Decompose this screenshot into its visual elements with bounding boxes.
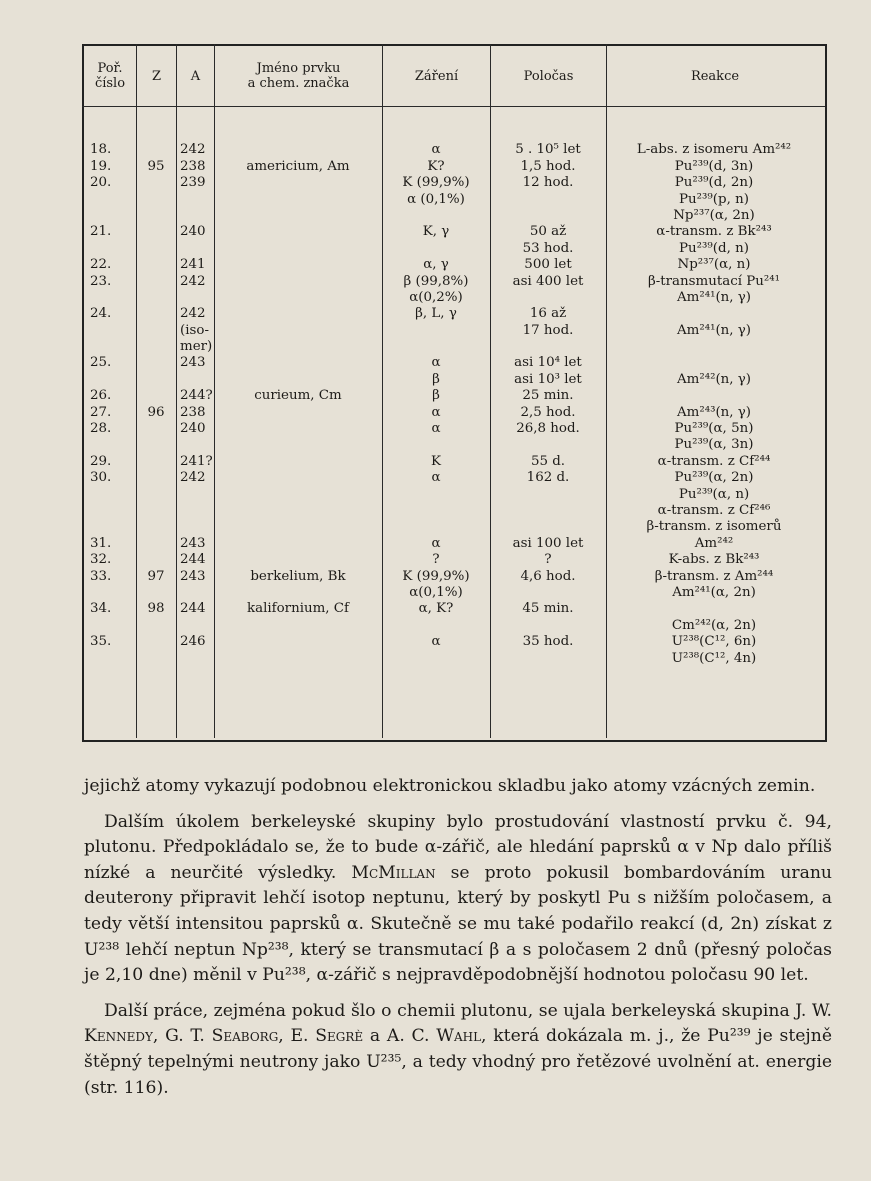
table-cell: K	[430, 453, 441, 469]
table-cell: Am²⁴³(n, γ)	[676, 404, 752, 420]
table-cell: 20.	[90, 175, 112, 191]
table-cell: U²³⁸(C¹², 6n)	[671, 634, 757, 650]
table-cell	[140, 306, 172, 322]
column-halflife	[492, 126, 604, 651]
table-cell	[218, 454, 378, 470]
author-name: McMillan	[351, 862, 436, 883]
table-cell	[218, 503, 378, 519]
table-cell	[492, 618, 604, 634]
table-cell: berkelium, Bk	[250, 568, 346, 584]
table-cell: α-transm. z Cf²⁴⁶	[657, 502, 771, 518]
table-cell: 244?	[180, 388, 213, 404]
table-cell: curieum, Cm	[254, 388, 342, 404]
header-halflife: Poločas	[523, 68, 574, 84]
table-cell: 53 hod.	[522, 240, 574, 256]
table-cell	[608, 355, 820, 371]
table-cell	[608, 339, 820, 355]
table-cell	[90, 437, 132, 453]
table-cell	[608, 126, 820, 142]
table-cell: 246	[180, 634, 206, 650]
text-run: Další práce, zejména pokud šlo o chemii plutonu, se ujala berkeleyská skupina J. W.	[104, 1000, 832, 1021]
table-cell: 31.	[90, 535, 112, 551]
table-cell	[140, 274, 172, 290]
table-cell: α-transm. z Bk²⁴³	[656, 224, 772, 240]
table-cell	[218, 175, 378, 191]
table-cell: asi 10⁴ let	[514, 355, 582, 371]
paragraph-3	[84, 999, 832, 1101]
table-cell: 244	[180, 552, 206, 568]
table-cell: α-transm. z Cf²⁴⁴	[657, 453, 771, 469]
table-cell: β (99,8%)	[403, 273, 469, 289]
table-cell: Pu²³⁹(α, 2n)	[674, 470, 754, 486]
table-cell: K?	[427, 158, 445, 174]
table-cell: Pu²³⁹(α, 5n)	[674, 421, 754, 437]
table-cell	[384, 519, 488, 535]
column-reaction	[608, 126, 820, 667]
table-cell	[218, 142, 378, 158]
table-cell	[140, 454, 172, 470]
table-cell: 22.	[90, 257, 112, 273]
header-radiation: Záření	[414, 68, 459, 84]
table-cell	[608, 601, 820, 617]
table-cell	[218, 257, 378, 273]
table-cell	[218, 405, 378, 421]
table-cell: 242	[180, 273, 206, 289]
table-cell	[140, 437, 172, 453]
table-cell: 55 d.	[530, 453, 566, 469]
table-cell	[608, 306, 820, 322]
table-cell	[492, 503, 604, 519]
table-cell	[384, 437, 488, 453]
table-cell: 25 min.	[522, 388, 574, 404]
table-cell: 30.	[90, 470, 112, 486]
table-rule	[176, 44, 177, 738]
table-cell: 26,8 hod.	[516, 421, 580, 437]
table-cell	[218, 274, 378, 290]
table-rule	[490, 44, 491, 738]
table-cell	[140, 224, 172, 240]
table-cell: 25.	[90, 355, 112, 371]
table-cell: 240	[180, 421, 206, 437]
table-cell	[384, 487, 488, 503]
table-cell: mer)	[180, 339, 213, 355]
table-cell: K (99,9%)	[402, 568, 470, 584]
table-cell: K-abs. z Bk²⁴³	[668, 552, 760, 568]
table-cell: 32.	[90, 552, 112, 568]
table-cell	[140, 552, 172, 568]
table-cell	[492, 519, 604, 535]
table-cell: 243	[180, 535, 206, 551]
table-cell	[492, 339, 604, 355]
paragraph-1: jejichž atomy vykazují podobnou elektronickou skladbu jako atomy vzácných zemin.	[84, 776, 816, 796]
table-cell	[140, 175, 172, 191]
table-cell: 23.	[90, 273, 112, 289]
table-cell: asi 100 let	[512, 535, 584, 551]
table-cell: 28.	[90, 421, 112, 437]
table-cell	[90, 487, 132, 503]
table-cell: α	[431, 470, 441, 486]
table-cell: asi 10³ let	[514, 371, 582, 387]
table-cell	[140, 339, 172, 355]
table-cell	[90, 241, 132, 257]
table-cell	[492, 585, 604, 601]
table-cell	[384, 208, 488, 224]
table-cell	[218, 487, 378, 503]
table-cell: Np²³⁷(α, 2n)	[673, 207, 755, 223]
table-cell: 35.	[90, 634, 112, 650]
table-cell	[140, 388, 172, 404]
table-cell	[384, 323, 488, 339]
table-cell: α	[431, 634, 441, 650]
text-run: a A. C.	[363, 1026, 437, 1047]
table-cell: 17 hod.	[522, 322, 574, 338]
table-cell	[140, 142, 172, 158]
table-cell	[492, 437, 604, 453]
table-cell: α, γ	[423, 257, 449, 273]
table-cell: 26.	[90, 388, 112, 404]
table-cell: 16 až	[529, 306, 567, 322]
table-cell: 242	[180, 470, 206, 486]
table-cell: americium, Am	[246, 158, 350, 174]
table-cell	[384, 618, 488, 634]
table-cell: Pu²³⁹(p, n)	[679, 191, 749, 207]
table-cell	[384, 339, 488, 355]
table-cell: Am²⁴²(n, γ)	[676, 371, 752, 387]
table-cell: β	[432, 388, 440, 404]
author-name: Wahl	[436, 1026, 482, 1047]
table-cell: 2,5 hod.	[520, 404, 576, 420]
header-reaction: Reakce	[690, 68, 740, 84]
author-name: Kennedy	[84, 1026, 153, 1047]
table-cell: β-transm. z isomerů	[646, 519, 782, 535]
table-rule	[606, 44, 607, 738]
table-header-rule	[82, 106, 825, 107]
table-cell: β	[432, 371, 440, 387]
table-cell: α, K?	[418, 601, 454, 617]
table-rule	[382, 44, 383, 738]
table-cell: 5 . 10⁵ let	[515, 142, 581, 158]
table-cell: α(0,2%)	[409, 289, 463, 305]
table-cell	[140, 536, 172, 552]
table-cell	[140, 618, 172, 634]
table-cell	[218, 323, 378, 339]
author-name: Segrè	[315, 1026, 364, 1047]
table-cell: kalifornium, Cf	[246, 601, 350, 617]
table-cell	[140, 290, 172, 306]
table-cell	[384, 126, 488, 142]
table-cell	[140, 126, 172, 142]
table-cell: 96	[147, 404, 165, 420]
table-cell	[492, 487, 604, 503]
table-cell	[90, 503, 132, 519]
table-cell	[140, 634, 172, 650]
table-cell: α	[431, 142, 441, 158]
table-cell	[218, 290, 378, 306]
table-cell: ?	[544, 552, 552, 568]
table-cell: α	[431, 404, 441, 420]
header-num: Poř. číslo	[94, 61, 126, 91]
column-radiation	[384, 126, 488, 651]
table-cell: Cm²⁴²(α, 2n)	[671, 617, 757, 633]
header-z: Z	[151, 68, 162, 84]
body-text	[84, 774, 832, 1101]
table-cell: Pu²³⁹(d, n)	[679, 240, 749, 256]
table-cell	[218, 421, 378, 437]
table-cell: 243	[180, 355, 206, 371]
table-cell: α (0,1%)	[407, 191, 465, 207]
text-run: , E.	[278, 1026, 316, 1047]
table-cell: Am²⁴¹(n, γ)	[676, 289, 752, 305]
table-cell: α(0,1%)	[409, 584, 463, 600]
table-cell: α	[431, 355, 441, 371]
table-cell	[140, 355, 172, 371]
table-cell: 243	[180, 568, 206, 584]
table-cell	[90, 208, 132, 224]
table-cell: L-abs. z isomeru Am²⁴²	[636, 142, 792, 158]
table-cell: α	[431, 535, 441, 551]
table-cell: 241	[180, 257, 206, 273]
table-cell	[140, 503, 172, 519]
table-cell	[90, 372, 132, 388]
table-cell: 18.	[90, 142, 112, 158]
table-cell	[90, 618, 132, 634]
table-cell: 19.	[90, 158, 112, 174]
table-cell	[218, 355, 378, 371]
table-cell	[608, 388, 820, 404]
author-name: Seaborg	[211, 1026, 279, 1047]
header-a: A	[190, 68, 201, 84]
table-cell	[384, 503, 488, 519]
table-cell	[140, 323, 172, 339]
table-cell	[90, 192, 132, 208]
table-cell	[90, 290, 132, 306]
table-cell: 238	[180, 404, 206, 420]
table-cell	[218, 618, 378, 634]
table-cell: (iso-	[180, 322, 209, 338]
table-cell: Pu²³⁹(d, 3n)	[674, 158, 754, 174]
table-cell	[218, 585, 378, 601]
table-cell: Pu²³⁹(α, n)	[678, 486, 750, 502]
table-cell: 500 let	[524, 257, 572, 273]
table-cell: 242	[180, 306, 206, 322]
table-cell: Pu²³⁹(α, 3n)	[674, 437, 754, 453]
table-cell	[218, 224, 378, 240]
table-cell	[492, 290, 604, 306]
table-cell	[140, 192, 172, 208]
table-cell: 242	[180, 142, 206, 158]
table-cell: 50 až	[529, 224, 567, 240]
table-cell: Am²⁴¹(n, γ)	[676, 322, 752, 338]
table-cell	[140, 487, 172, 503]
table-cell	[492, 208, 604, 224]
table-cell	[90, 519, 132, 535]
table-cell	[384, 241, 488, 257]
table-cell	[218, 470, 378, 486]
table-cell	[218, 306, 378, 322]
table-cell	[140, 585, 172, 601]
header-name: Jméno prvku a chem. značka	[247, 61, 350, 91]
table-cell	[218, 536, 378, 552]
table-cell: β-transm. z Am²⁴⁴	[654, 568, 774, 584]
table-cell	[140, 208, 172, 224]
table-cell	[140, 372, 172, 388]
text-run: , která dokázala m. j., že Pu²³⁹ je stejně štěpný tepelnými neutrony jako U²³⁵, a tedy vhodný pro řetězové uvolnění at. energie (str. 116).	[84, 1026, 832, 1098]
table-cell: K, γ	[422, 224, 450, 240]
table-cell: 12 hod.	[522, 175, 574, 191]
table-cell: K (99,9%)	[402, 175, 470, 191]
table-cell: 238	[180, 158, 206, 174]
table-cell: β, L, γ	[415, 306, 457, 322]
table-cell	[218, 126, 378, 142]
table-cell	[218, 519, 378, 535]
table-cell	[140, 470, 172, 486]
text-run: se proto pokusil bombardováním uranu deuterony připravit lehčí isotop neptunu, který by poskytl Pu s nižším poločasem, a tedy větší intensitou paprsků α. Skutečně se mu také podařilo reakcí (d, 2n) získat z U²³⁸ lehčí neptun Np²³⁸, který se transmutací β a s poločasem 2 dnů (přesný poločas je 2,10 dne) měnil v Pu²³⁸, α-zářič s nejpravděpodobnější hodnotou poločasu 90 let.	[84, 862, 832, 986]
table-cell: 4,6 hod.	[520, 568, 576, 584]
table-cell: 241?	[180, 453, 213, 469]
table-cell	[140, 241, 172, 257]
table-cell	[218, 437, 378, 453]
table-cell: 244	[180, 601, 206, 617]
table-cell	[218, 339, 378, 355]
text-run: , G. T.	[152, 1026, 212, 1047]
table-cell: 34.	[90, 601, 112, 617]
table-cell: 240	[180, 224, 206, 240]
table-cell	[90, 339, 132, 355]
paragraph-2	[84, 810, 832, 989]
column-number	[90, 126, 132, 651]
table-cell	[492, 126, 604, 142]
table-cell: 97	[147, 568, 165, 584]
table-cell: 162 d.	[526, 470, 570, 486]
table-cell	[140, 421, 172, 437]
table-cell	[218, 192, 378, 208]
table-cell: β-transmutací Pu²⁴¹	[648, 273, 780, 289]
table-cell: 35 hod.	[522, 634, 574, 650]
table-cell	[218, 208, 378, 224]
table-cell: 1,5 hod.	[520, 158, 576, 174]
table-cell	[218, 372, 378, 388]
table-rule	[136, 44, 137, 738]
table-cell	[140, 519, 172, 535]
table-cell	[90, 585, 132, 601]
text-run: Dalším úkolem berkeleyské skupiny bylo prostudování vlastností prvku č. 94, plutonu. Předpokládalo se, že to bude α-zářič, ale hledání paprsků α v Np dalo příliš nízké a neurčité výsledky.	[84, 811, 832, 883]
table-cell: Am²⁴¹(α, 2n)	[672, 584, 756, 600]
table-cell: 45 min.	[522, 601, 574, 617]
table-cell: 24.	[90, 306, 112, 322]
table-cell: 95	[147, 158, 165, 174]
table-cell: asi 400 let	[512, 273, 584, 289]
table-cell: 33.	[90, 568, 112, 584]
table-cell	[140, 257, 172, 273]
table-cell: ?	[432, 552, 440, 568]
column-z	[140, 126, 172, 651]
table-cell: U²³⁸(C¹², 4n)	[671, 650, 757, 666]
table-cell: 29.	[90, 453, 112, 469]
table-cell: Am²⁴²	[694, 535, 734, 551]
table-cell	[90, 323, 132, 339]
table-cell: 98	[147, 601, 165, 617]
table-cell	[492, 192, 604, 208]
table-cell: 239	[180, 175, 206, 191]
table-cell: Np²³⁷(α, n)	[677, 257, 751, 273]
table-cell	[90, 126, 132, 142]
table-cell: 21.	[90, 224, 112, 240]
column-element-name	[218, 126, 378, 651]
table-cell	[218, 552, 378, 568]
table-cell: α	[431, 421, 441, 437]
table-cell: Pu²³⁹(d, 2n)	[674, 175, 754, 191]
table-cell	[218, 634, 378, 650]
table-cell: 27.	[90, 404, 112, 420]
table-cell	[218, 241, 378, 257]
